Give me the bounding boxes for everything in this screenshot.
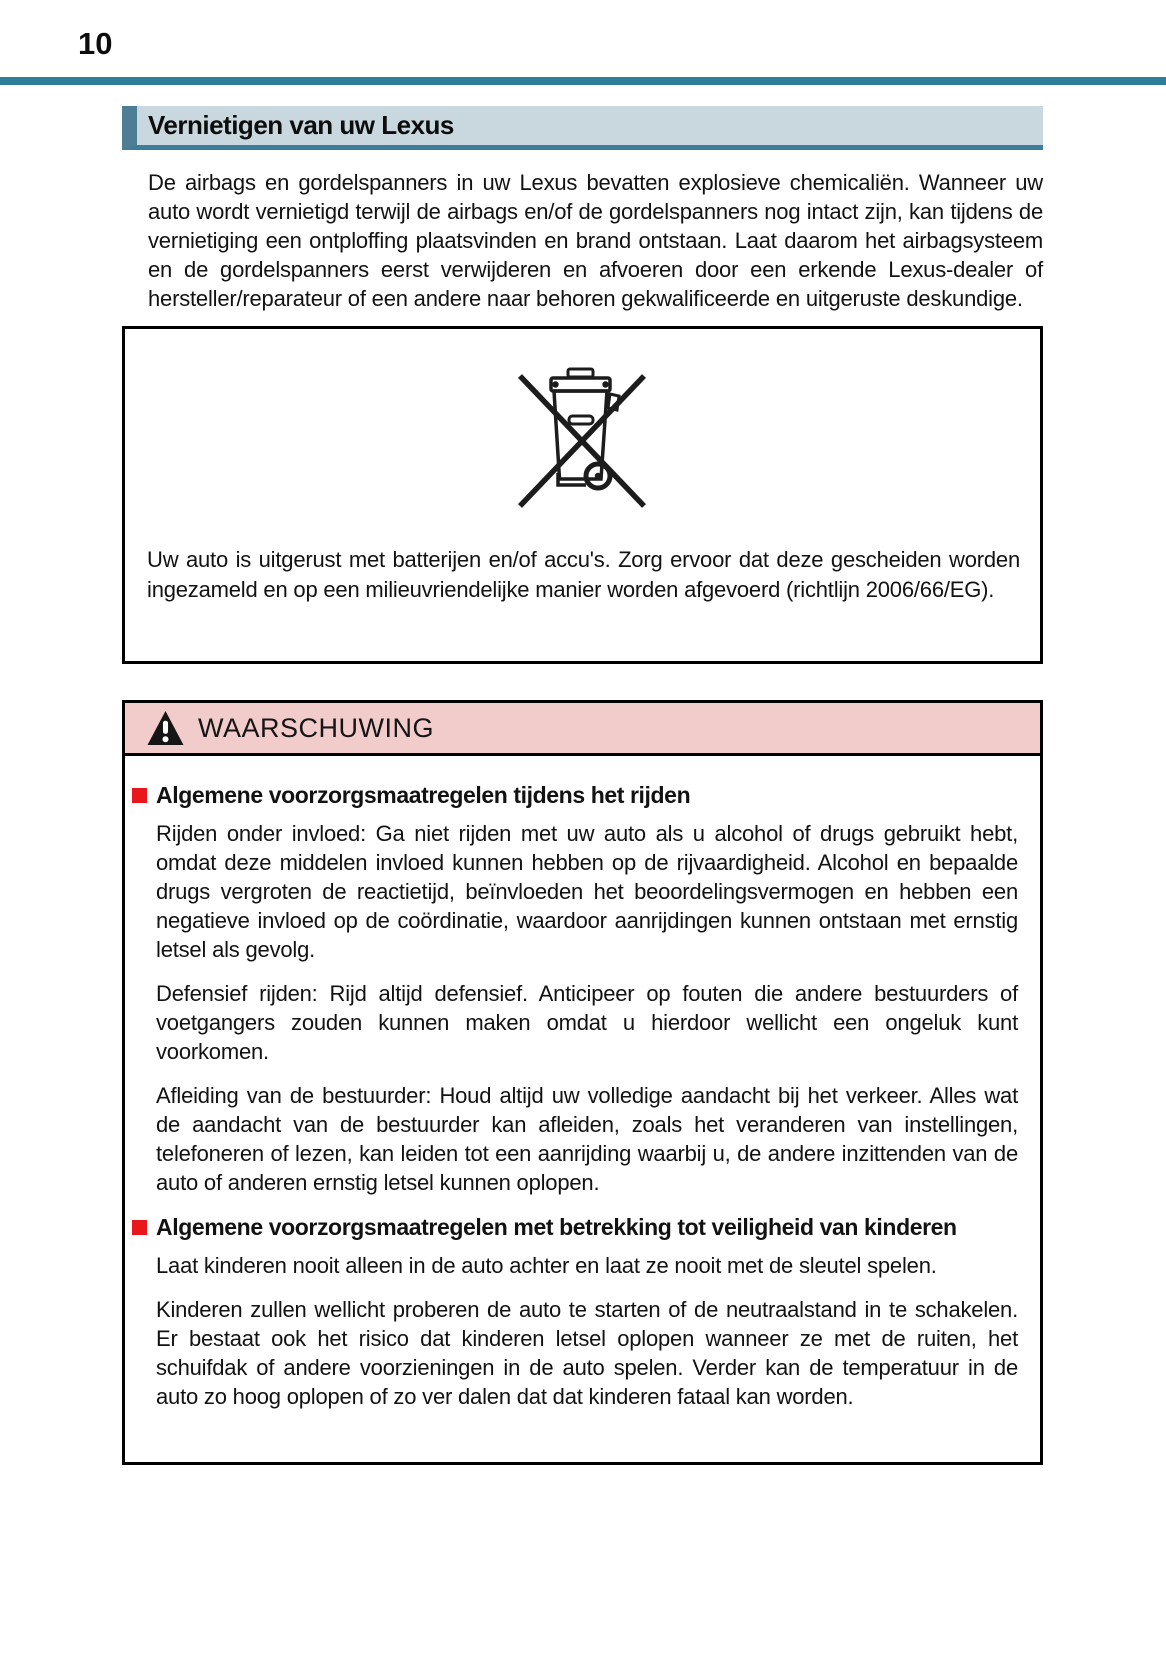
warning-paragraph: Laat kinderen nooit alleen in de auto achter en laat ze nooit met de sleutel spelen. (156, 1253, 937, 1278)
page-content (122, 106, 1043, 1465)
battery-info-box (122, 326, 1043, 664)
warning-section-heading (132, 780, 1018, 810)
header-rule (0, 77, 1166, 85)
warning-paragraph: Rijden onder invloed: Ga niet rijden met uw auto als u alcohol of drugs gebruikt hebt, omdat deze middelen invloed kunnen hebben op de rijvaardigheid. Alcohol en bepaalde drugs vergroten de reactietijd, beïnvloeden het beoordelingsvermogen en hebben een negatieve invloed op de coördinatie, waardoor aanrijdingen kunnen ontstaan met ernstig letsel als gevolg. (156, 821, 1018, 962)
warning-content (125, 756, 1040, 1462)
section-title: Vernietigen van uw Lexus (148, 110, 454, 140)
warning-heading-text: Algemene voorzorgsmaatregelen tijdens het rijden (156, 782, 691, 808)
warning-paragraph: Afleiding van de bestuurder: Houd altijd uw volledige aandacht bij het verkeer. Alles wat de aandacht van de bestuurder kan afleiden, zoals het veranderen van instellingen, telefoneren of lezen, kan leiden tot een aanrijding waarbij u, de andere inzittenden van de auto of anderen ernstig letsel kunnen oplopen. (156, 1083, 1018, 1195)
warning-heading-text: Algemene voorzorgsmaatregelen met betrekking tot veiligheid van kinderen (156, 1214, 957, 1240)
red-square-bullet-icon (132, 1220, 147, 1235)
warning-title: WAARSCHUWING (198, 712, 434, 743)
weee-crossed-bin-icon (511, 363, 653, 515)
page-number: 10 (78, 26, 113, 61)
red-square-bullet-icon (132, 788, 147, 803)
warning-paragraph: Kinderen zullen wellicht proberen de auto te starten of de neutraalstand in te schakelen. Er bestaat ook het risico dat kinderen letsel oplopen wanneer ze met de ruiten, het schuifdak of andere voorzieningen in de auto spelen. Verder kan de temperatuur in de auto zo hoog oplopen of zo ver dalen dat dat kinderen fataal kan worden. (156, 1297, 1018, 1409)
intro-paragraph: De airbags en gordelspanners in uw Lexus bevatten explosieve chemicaliën. Wanneer uw auto wordt vernietigd terwijl de airbags en/of de gordelspanners nog intact zijn, kan tijdens de vernietiging een ontploffing plaatsvinden en brand ontstaan. Laat daarom het airbagsysteem en de gordelspanners eerst verwijderen en afvoeren door een erkende Lexus-dealer of hersteller/reparateur of een andere naar behoren gekwalificeerde en uitgeruste deskundige. (148, 170, 1043, 311)
battery-info-text: Uw auto is uitgerust met batterijen en/of accu's. Zorg ervoor dat deze gescheiden worden ingezameld en op een milieuvriendelijke manier worden afgevoerd (richtlijn 2006/66/EG). (147, 547, 1020, 602)
section-header (122, 106, 1043, 150)
warning-triangle-icon (146, 710, 185, 747)
warning-section-heading (132, 1212, 1018, 1242)
warning-box (122, 700, 1043, 1465)
warning-paragraph: Defensief rijden: Rijd altijd defensief. Anticipeer op fouten die andere bestuurders of voetgangers zouden kunnen maken omdat u hierdoor wellicht een ongeluk kunt voorkomen. (156, 981, 1018, 1064)
warning-header (125, 703, 1040, 756)
